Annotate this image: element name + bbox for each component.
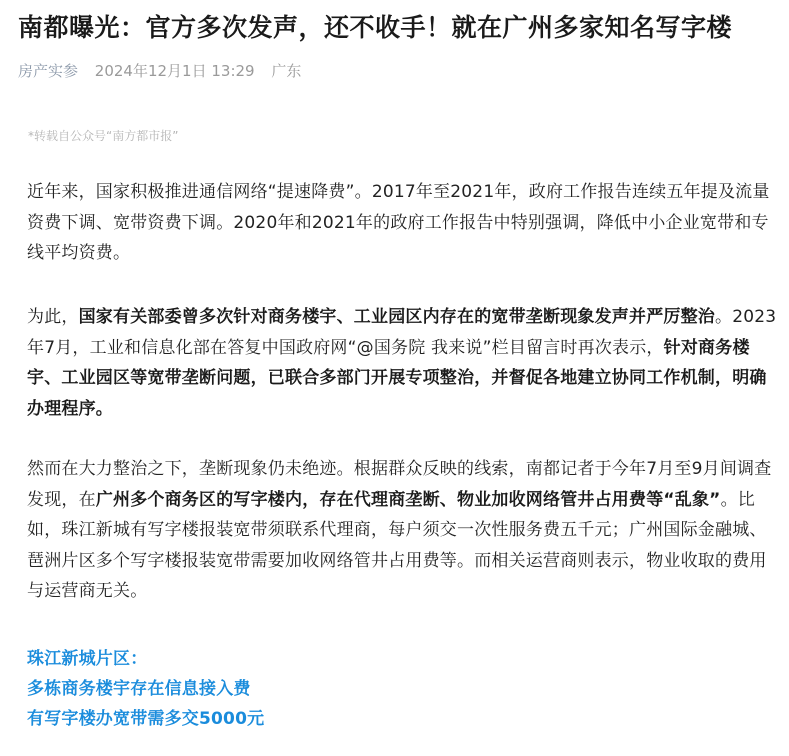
paragraph-2-text-b: 。2023年7月，工业和信息化部在答复中国政府网“@国务院 我来说”栏目留言时再次表示，: [27, 307, 777, 358]
paragraph-3-bold: 广州多个商务区的写字楼内，存在代理商垄断、物业加收网络管井占用费等“乱象”: [95, 489, 721, 510]
article-title: 南都曝光：官方多次发声，还不收手！就在广州多家知名写字楼: [18, 13, 733, 42]
paragraph-1: [27, 177, 779, 269]
article-meta: [18, 60, 301, 82]
author-link[interactable]: 房产实参: [18, 62, 79, 80]
section-subheading-2: 有写字楼办宽带需多交5000元: [27, 709, 265, 729]
source-note: *转载自公众号“南方都市报”: [28, 129, 179, 143]
paragraph-2-text-a: 为此，: [27, 307, 79, 327]
section-heading: 珠江新城片区：: [27, 649, 148, 669]
publish-date: 2024年12月1日 13:29: [94, 62, 255, 80]
paragraph-3: [27, 454, 779, 607]
paragraph-3-text-a: 然而在大力整治之下，垄断现象仍未绝迹。根据群众反映的线索，南都记者于今年7月至9月间调查发现，在: [27, 459, 772, 510]
paragraph-3-text-b: 。比如，珠江新城有写字楼报装宽带须联系代理商，每户须交一次性服务费五千元；广州国际金融城、琶洲片区多个写字楼报装宽带需要加收网络管井占用费等。而相关运营商则表示，物业收取的费用与运营商无关。: [27, 489, 767, 601]
paragraph-2-bold-b: 针对商务楼宇、工业园区等宽带垄断问题，已联合多部门开展专项整治，并督促各地建立协同工作机制，明确办理程序。: [27, 337, 767, 419]
publish-location: 广东: [271, 62, 302, 80]
paragraph-2-bold-a: 国家有关部委曾多次针对商务楼宇、工业园区内存在的宽带垄断现象发声并严厉整治: [78, 307, 716, 327]
paragraph-2: [27, 302, 779, 424]
section-subheading-1: 多栋商务楼宇存在信息接入费: [27, 679, 251, 699]
paragraph-1-text: 近年来，国家积极推进通信网络“提速降费”。2017年至2021年，政府工作报告连续五年提及流量资费下调、宽带资费下调。2020年和2021年的政府工作报告中特别强调，降低中小企业宽带和专线平均资费。: [27, 182, 770, 263]
